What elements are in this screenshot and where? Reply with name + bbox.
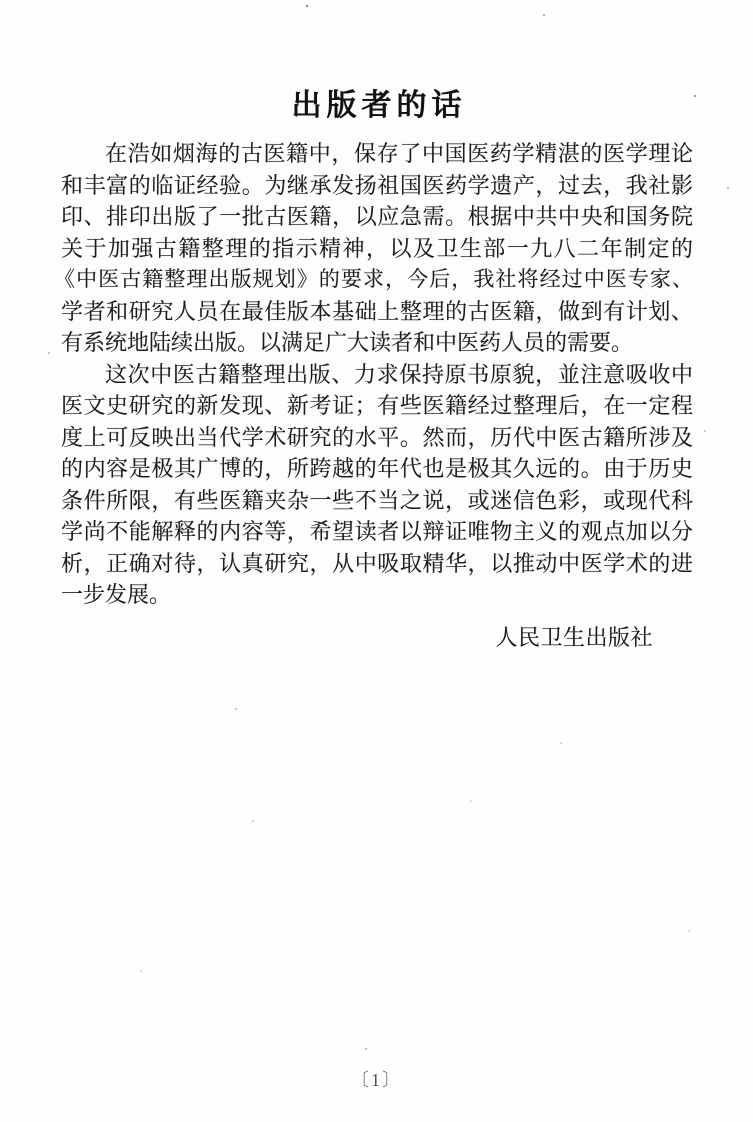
- text-line: 学者和研究人员在最佳版本基础上整理的古医籍，做到有计划、: [61, 298, 693, 324]
- text-line: 在浩如烟海的古医籍中，保存了中国医药学精湛的医学理论: [105, 141, 693, 166]
- text-line: 学尚不能解释的内容等，希望读者以辩证唯物主义的观点加以分: [61, 519, 693, 544]
- page-number: 〔1〕: [351, 1070, 402, 1090]
- text-line: 和丰富的临证经验。为继承发扬祖国医药学遗产，过去，我社影: [61, 172, 693, 198]
- text-line: 这次中医古籍整理出版、力求保持原书原貌，並注意吸收中: [105, 361, 693, 387]
- text-line: 析，正确对待，认真研究，从中吸取精华，以推动中医学术的进: [61, 550, 693, 576]
- body-text: [54, 138, 693, 611]
- text-line: 印、排印出版了一批古医籍，以应急需。根据中共中央和国务院: [61, 204, 693, 229]
- text-line: 条件所限，有些医籍夹杂一些不当之说，或迷信色彩，或现代科: [61, 487, 693, 513]
- scan-noise-specks: [0, 0, 2, 2]
- text-line: 有系统地陆续出版。以满足广大读者和中医药人员的需要。: [61, 330, 634, 355]
- publisher-signature: 人民卫生出版社: [495, 625, 653, 650]
- text-line: 一步发展。: [61, 582, 172, 607]
- page-title: 出版者的话: [291, 89, 467, 122]
- text-line: 度上可反映出当代学术研究的水平。然而，历代中医古籍所涉及: [61, 424, 693, 450]
- text-line: 的内容是极其广博的，所跨越的年代也是极其久远的。由于历史: [61, 456, 693, 481]
- text-line: 医文史研究的新发现、新考证；有些医籍经过整理后，在一定程: [61, 393, 693, 418]
- text-line: 《中医古籍整理出版规划》的要求，今后，我社将经过中医专家、: [54, 267, 693, 291]
- text-line: 关于加强古籍整理的指示精神，以及卫生部一九八二年制定的: [61, 235, 693, 261]
